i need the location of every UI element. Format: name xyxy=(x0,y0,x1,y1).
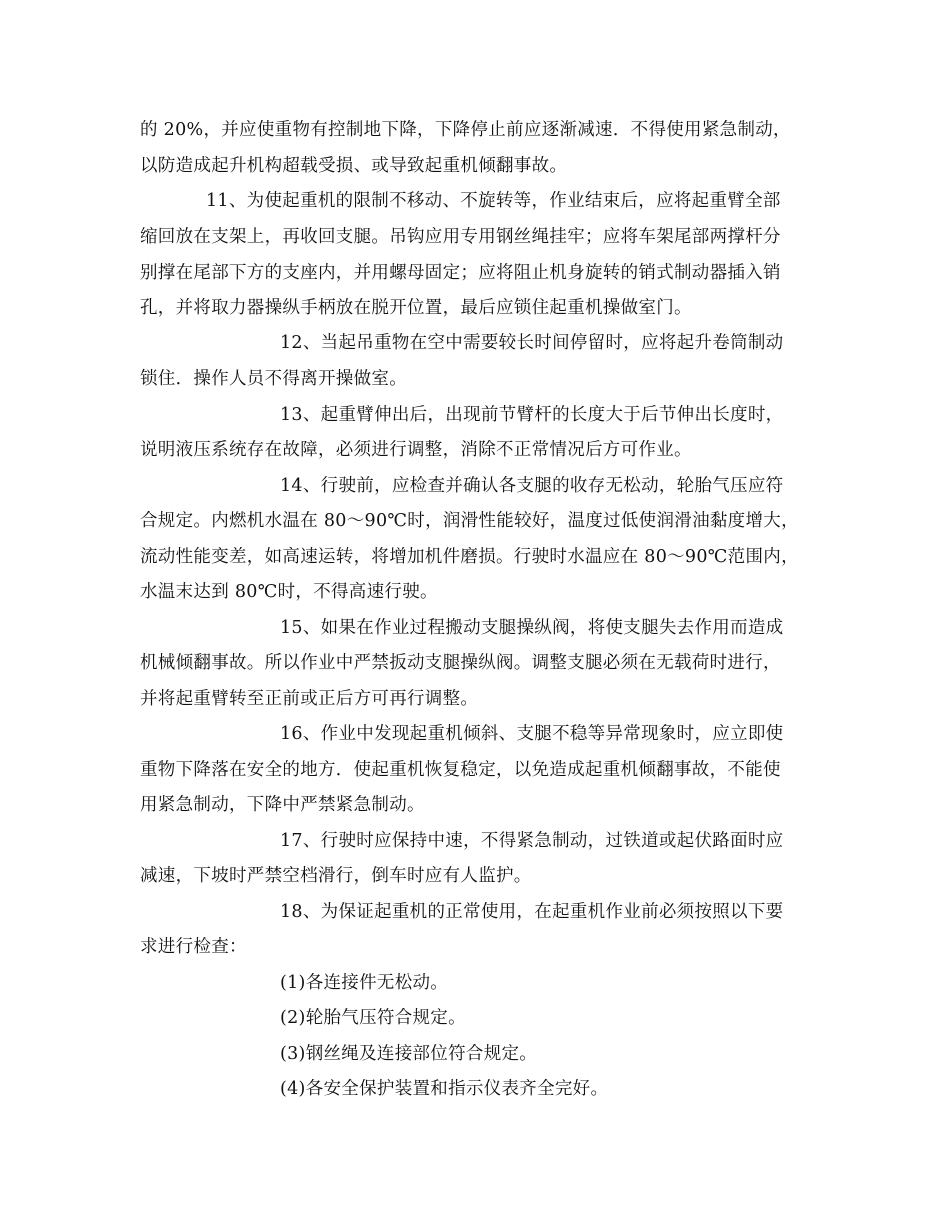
text-line: 说明液压系统存在故障，必须进行调整，消除不正常情况后方可作业。 xyxy=(140,440,692,460)
text-line: 锁住．操作人员不得离开操做室。 xyxy=(140,369,407,389)
text-line: 15、如果在作业过程搬动支腿操纵阀，将使支腿失去作用而造成 xyxy=(280,618,784,638)
text-line: 求进行检查： xyxy=(140,937,247,957)
text-line: 用紧急制动，下降中严禁紧急制动。 xyxy=(140,795,425,815)
text-line: 16、作业中发现起重机倾斜、支腿不稳等异常现象时，应立即使 xyxy=(280,724,784,744)
text-line: 并将起重臂转至正前或正后方可再行调整。 xyxy=(140,689,479,709)
text-line: 18、为保证起重机的正常使用，在起重机作业前必须按照以下要 xyxy=(280,902,784,922)
text-line: 缩回放在支架上，再收回支腿。吊钩应用专用钢丝绳挂牢；应将车架尾部两撑杆分 xyxy=(140,227,781,247)
text-line: 14、行驶前，应检查并确认各支腿的收存无松动，轮胎气压应符 xyxy=(280,476,784,496)
checklist-item: (2)轮胎气压符合规定。 xyxy=(280,1008,466,1028)
text-line: 12、当起吊重物在空中需要较长时间停留时，应将起升卷筒制动 xyxy=(280,333,784,353)
checklist-item: (3)钢丝绳及连接部位符合规定。 xyxy=(280,1044,538,1064)
text-line: 合规定。内燃机水温在 80～90℃时，润滑性能较好，温度过低使润滑油黏度增大， xyxy=(140,511,799,531)
text-line: 的 20%，并应使重物有控制地下降，下降停止前应逐渐减速．不得使用紧急制动， xyxy=(140,120,791,140)
checklist-item: (4)各安全保护装置和指示仪表齐全完好。 xyxy=(280,1079,609,1099)
text-line: 减速，下坡时严禁空档滑行，倒车时应有人监护。 xyxy=(140,866,532,886)
text-line: 水温末达到 80℃时，不得高速行驶。 xyxy=(140,582,438,602)
text-line: 17、行驶时应保持中速，不得紧急制动，过铁道或起伏路面时应 xyxy=(280,831,784,851)
text-line: 别撑在尾部下方的支座内，并用螺母固定；应将阻止机身旋转的销式制动器插入销 xyxy=(140,263,781,283)
text-line: 孔，并将取力器操纵手柄放在脱开位置，最后应锁住起重机操做室门。 xyxy=(140,298,692,318)
text-line: 重物下降落在安全的地方．使起重机恢复稳定，以免造成起重机倾翻事故，不能使 xyxy=(140,760,781,780)
checklist-item: (1)各连接件无松动。 xyxy=(280,973,449,993)
text-line: 机械倾翻事故。所以作业中严禁扳动支腿操纵阀。调整支腿必须在无载荷时进行， xyxy=(140,653,781,673)
text-line: 11、为使起重机的限制不移动、不旋转等，作业结束后，应将起重臂全部 xyxy=(206,191,781,211)
text-line: 以防造成起升机构超载受损、或导致起重机倾翻事故。 xyxy=(140,156,568,176)
text-line: 13、起重臂伸出后，出现前节臂杆的长度大于后节伸出长度时， xyxy=(280,405,784,425)
text-line: 流动性能变差，如高速运转，将增加机件磨损。行驶时水温应在 80～90℃范围内， xyxy=(140,547,799,567)
